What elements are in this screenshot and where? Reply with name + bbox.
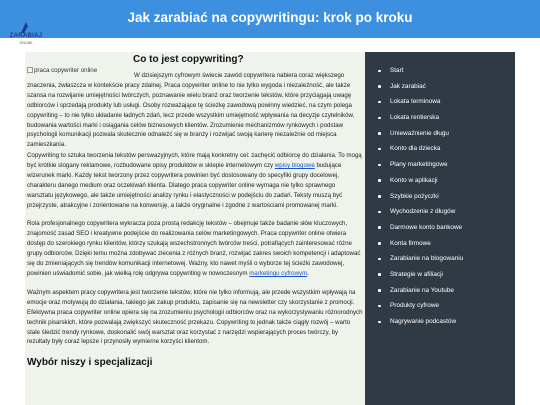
site-header [0,0,540,38]
article-paragraph-4: Ważnym aspektem pracy copywritera jest tworzenie tekstów, które nie tylko informują, ale przede wszystkim wpływają na emocje oraz motywują do działania, takiego jak zakup produktu, zapisanie się na newsletter czy skorzystanie z promocji. Efektywna praca copywriter online opiera się na zrozumieniu psychologii odbiorców oraz na wykorzystywaniu różnorodnych technik pisarskich, które pozwalają zwiększyć skuteczność przekazu. Copywriting to jednak także ciągły rozwój – warto stale śledzić trendy rynkowe, doskonalić swój warsztat oraz korzystać z narzędzi wspierających proces twórczy, by rezultaty były coraz lepsze i przynosiły wymierne korzyści klientom. [27,288,363,346]
sidebar-item-label: Lokata terminowa [390,98,441,106]
bullet-icon [378,179,381,182]
sidebar-item-uniewaznienie-dlugu[interactable] [365,126,515,142]
sidebar-item-zarabianie-na-blogowaniu[interactable] [365,251,515,267]
sidebar-item-konto-dla-dziecka[interactable] [365,141,515,157]
article-paragraph-1: W dzisiejszym cyfrowym świecie zawód copywritera nabiera coraz większego znaczenia, zwłaszcza w kontekście pracy zdalnej. Praca copywriter online to nie tylko wygoda i niezależność, ale także szansa na rozwijanie umiejętności twórczych, poznawanie wielu branż oraz tworzenie tekstów, które przyciągają uwagę odbiorców i sprzedają produkty lub usługi. Osoby rozważające tę ścieżkę zawodową powinny wiedzieć, na czym polega copywriting – to nie tylko układanie ładnych zdań, lecz przede wszystkim umiejętność wpływania na decyzje czytelników, budowania wartości marki i osiągania celów biznesowych klientów. Zrozumienie mechanizmów rynkowych i podstaw psychologii komunikacji pozwala skutecznie odnaleźć się w branży i rozwijać swoją karierę niezależnie od miejsca zamieszkania. [27,72,355,149]
bullet-icon [378,321,381,324]
sidebar-item-plany-marketingowe[interactable] [365,157,515,173]
sidebar-list [365,52,515,330]
sidebar-item-label: Wychodzenie z długów [390,208,456,216]
sidebar-item-label: Jak zarabiać [390,82,426,90]
sidebar-item-label: Plany marketingowe [390,161,448,169]
bullet-icon [378,211,381,214]
bullet-icon [378,85,381,88]
bullet-icon [378,273,381,276]
sidebar-item-label: Nagrywanie podcastów [390,318,457,325]
sidebar-item-zarabianie-na-youtube[interactable] [365,283,515,299]
logo-text: ZARABIAJ [9,33,43,39]
paragraph-text: Copywriting to sztuka tworzenia tekstów perswazyjnych, które mają konkretny cel: zachęcić odbiorcę do działania. To mogą być krótkie slogany reklamowe, rozbudowane opisy produktów w sklepie internetowym czy [27,152,362,169]
bullet-icon [378,195,381,198]
sidebar-item-start[interactable] [365,63,515,79]
sidebar-item-konto-w-aplikacji[interactable] [365,173,515,189]
link-wpisy-blogowe[interactable]: wpisy blogowe [274,161,315,169]
sidebar-item-nagrywanie-podcastow[interactable] [365,314,515,330]
image-alt-text: praca copywriter online [34,67,98,74]
article-content [25,52,365,405]
bullet-icon [378,289,381,292]
sidebar-item-produkty-cyfrowe[interactable] [365,298,515,314]
sidebar-item-label: Konto dla dziecka [390,145,441,153]
sidebar-item-label: Zarabianie na blogowaniu [390,255,464,263]
sidebar-item-lokata-rentierska[interactable] [365,110,515,126]
bullet-icon [378,258,381,261]
article-heading: Co to jest copywriting? [133,54,244,65]
logo-subtext: ONLINE [19,41,33,45]
bullet-icon [378,148,381,151]
bullet-icon [378,305,381,308]
sidebar-item-lokata-terminowa[interactable] [365,94,515,110]
sidebar-item-label: Zarabianie na Youtube [390,286,454,294]
sidebar-item-label: Lokata rentierska [390,114,440,122]
bullet-icon [378,164,381,167]
bullet-icon [378,101,381,104]
paragraph-text: budujące wizerunek marki. Każdy tekst tworzony przez copywritera powinien być dostosowany do specyfiki grupy docelowej, charakteru danego medium oraz oczekiwań klienta. Dlatego praca copywriter online wymaga nie tylko sprawnego warsztatu językowego, ale także umiejętności analizy rynku i elastyczności w podejściu do zadań. Teksty muszą być przejrzyste, atrakcyjne i zorientowane na konwersję, a także oryginalne i zgodne z wartościami promowanej marki. [27,161,343,209]
sidebar-item-label: Strategie w afiliacji [390,270,443,278]
sidebar-item-strategie-w-afiliacji[interactable] [365,267,515,283]
bullet-icon [378,132,381,135]
paragraph-text: . [307,269,309,277]
sidebar-item-label: Konta firmowe [390,239,431,247]
article-paragraph-3 [25,219,365,278]
sidebar-item-jak-zarabiac[interactable] [365,79,515,95]
bullet-icon [378,70,381,73]
page-title: Jak zarabiać na copywritingu: krok po kroku [127,10,413,25]
sidebar-item-szybkie-pozyczki[interactable] [365,189,515,205]
sidebar-item-label: Szybkie pożyczki [390,192,439,200]
article-intro [25,52,365,149]
article-paragraph-2 [25,151,365,210]
sidebar-item-wychodzenie-z-dlugow[interactable] [365,204,515,220]
logo-mark-icon [4,20,48,34]
sidebar-nav [365,52,515,405]
bullet-icon [378,226,381,229]
sidebar-item-konta-firmowe[interactable] [365,236,515,252]
paragraph-text: Rola profesjonalnego copywritera wykracza poza prostą redakcję tekstów – obejmuje także badanie słów kluczowych, znajomość zasad SEO i kreatywne podejście do realizowania celów marketingowych. Praca copywriter online otwiera dostęp do szerokiego rynku klientów, którzy szukają wszechstronnych twórców treści, potrafiących zainteresować różne grupy odbiorców. Dzięki temu można zdobywać zlecenia z różnych branż, rozwijać zakres swoich kompetencji i adaptować się do zmieniających się trendów komunikacji internetowej. Ważny, kto nawet myśli o wyborze tej ścieżki zawodowej, powinien uświadomić sobie, jak wielką rolę odgrywa copywriting w nowoczesnym [27,220,361,277]
sidebar-item-label: Darmowe konto bankowe [390,223,463,231]
section-heading: Wybór niszy i specjalizacji [27,357,153,369]
sidebar-item-label: Produkty cyfrowe [390,302,440,310]
sidebar-item-label: Konto w aplikacji [390,176,438,184]
bullet-icon [378,242,381,245]
sidebar-item-darmowe-konto-bankowe[interactable] [365,220,515,236]
sidebar-item-label: Start [390,67,404,74]
sidebar-item-label: Uniewaźnienie długu [390,129,449,137]
bullet-icon [378,117,381,120]
link-marketingu-cyfrowym[interactable]: marketingu cyfrowym [249,269,308,277]
site-logo[interactable] [4,20,48,46]
